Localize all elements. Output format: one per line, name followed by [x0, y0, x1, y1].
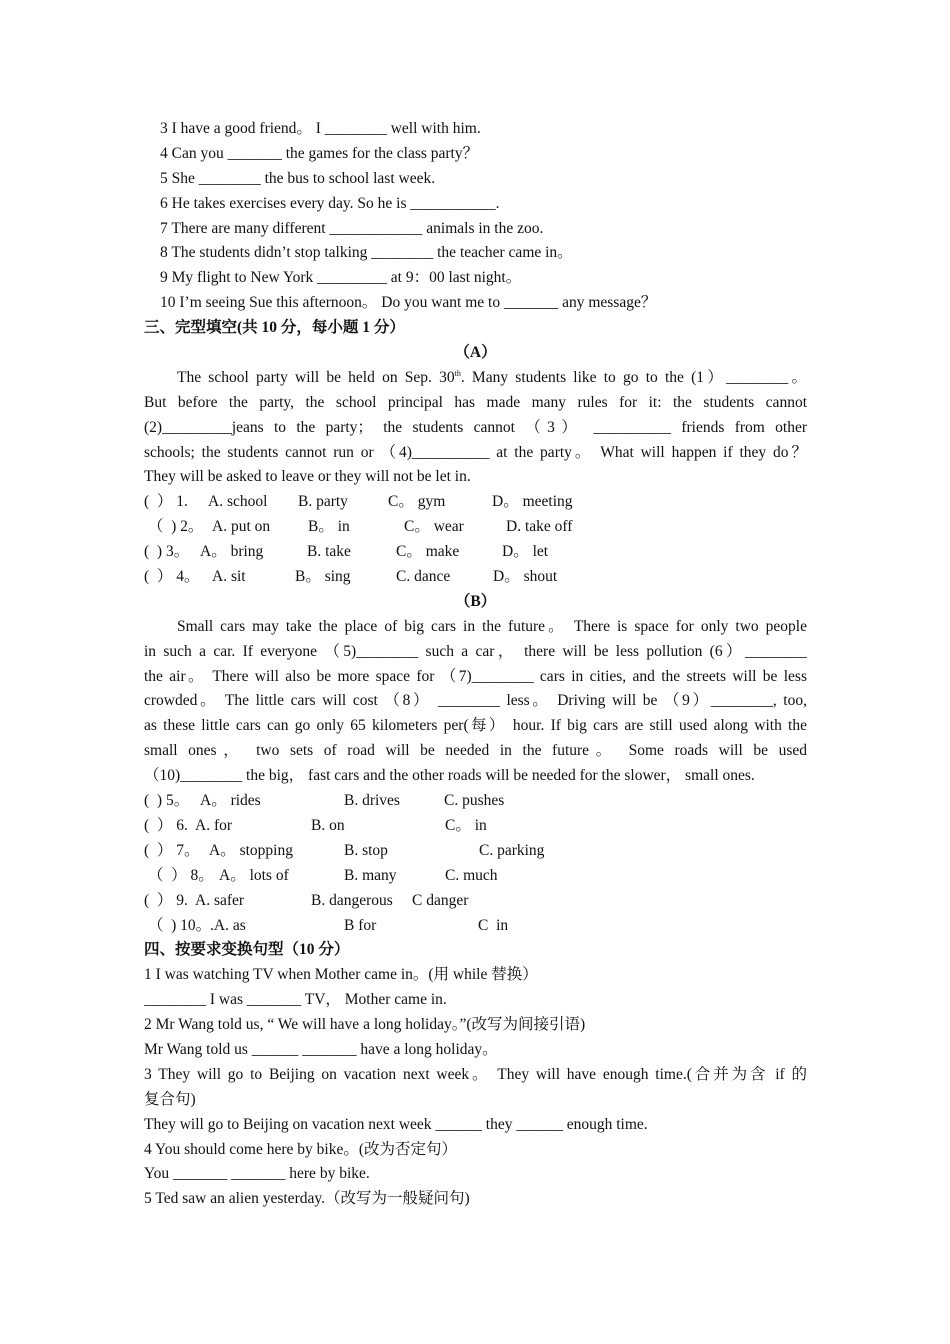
- fill-in-item-4: 4 Can you _______ the games for the class party？: [160, 144, 479, 162]
- passage-b-line-5: as these little cars can go only 65 kilometers per(每） hour. If big cars are still used along with the: [144, 717, 807, 735]
- passage-a-line-5: They will be asked to leave or they will not be let in.: [144, 468, 471, 486]
- option-c: C。 make: [396, 543, 460, 561]
- option-a: A. for: [195, 816, 233, 834]
- option-a: A。 stopping: [209, 841, 293, 859]
- option-a: A. sit: [212, 568, 246, 586]
- question-number: ( ) 5。: [144, 792, 190, 810]
- option-b: B。 sing: [295, 568, 351, 586]
- fill-in-item-8: 8 The students didn’t stop talking ________ the teacher came in。: [160, 244, 573, 262]
- fill-in-item-6: 6 He takes exercises every day. So he is ___________.: [160, 194, 500, 212]
- option-a: A。 lots of: [219, 866, 289, 884]
- transform-item-3: 3 They will go to Beijing on vacation next week。 They will have enough time.(合并为含 if 的: [144, 1065, 807, 1083]
- option-b: B. dangerous: [311, 891, 393, 909]
- passage-b-line-6: small ones， two sets of road will be needed in the future。 Some roads will be used: [144, 742, 807, 760]
- question-number: ( ） 7。: [144, 841, 200, 859]
- transform-item-1: 1 I was watching TV when Mother came in。(用 while 替换）: [144, 966, 538, 984]
- option-b: B。 in: [308, 518, 350, 536]
- question-row-9: [144, 889, 807, 914]
- fill-in-item-10: 10 I’m seeing Sue this afternoon。 Do you want me to _______ any message？: [160, 294, 657, 312]
- option-a: A。 bring: [200, 543, 264, 561]
- transform-answer-1: ________ I was _______ TV， Mother came in.: [144, 991, 447, 1009]
- passage-b-line-1: Small cars may take the place of big cars in the future。 There is space for only two people: [177, 617, 807, 635]
- option-d: D。 meeting: [492, 493, 573, 511]
- question-number: ( ） 6.: [144, 816, 188, 834]
- option-b: B. take: [307, 543, 351, 561]
- question-number: （ ) 10。: [144, 916, 212, 934]
- question-row-1: [144, 490, 807, 515]
- fill-in-item-7: 7 There are many different ____________ animals in the zoo.: [160, 219, 544, 237]
- option-d: D. take off: [506, 518, 573, 536]
- option-b: B. stop: [344, 841, 388, 859]
- question-number: （ ) 2。: [144, 518, 204, 536]
- option-b: B. party: [298, 493, 348, 511]
- option-c: C in: [478, 916, 509, 934]
- question-number: ( ） 9.: [144, 891, 188, 909]
- option-c: C。 gym: [388, 493, 446, 511]
- passage-a-line-2: But before the party, the school principal has made many rules for it: the students cannot: [144, 393, 807, 411]
- transform-item-5: 5 Ted saw an alien yesterday.（改写为一般疑问句): [144, 1190, 470, 1208]
- question-number: （ ） 8。: [144, 866, 214, 884]
- fill-in-item-9: 9 My flight to New York _________ at 9：00 last night。: [160, 269, 522, 287]
- section-3-heading: 三、完型填空(共 10 分，每小题 1 分）: [144, 319, 405, 337]
- option-a: A. safer: [195, 891, 245, 909]
- transform-answer-4: You _______ _______ here by bike.: [144, 1165, 370, 1183]
- question-row-3: [144, 540, 807, 565]
- question-number: ( ） 1.: [144, 493, 188, 511]
- option-a: .A. as: [210, 916, 246, 934]
- option-b: B. drives: [344, 792, 400, 810]
- section-4-heading: 四、按要求变换句型（10 分）: [144, 941, 350, 959]
- option-b: B for: [344, 916, 377, 934]
- passage-a-line-1: The school party will be held on Sep. 30th. Many students like to go to the (1）________。: [177, 368, 807, 386]
- passage-b-line-2: in such a car. If everyone （5)________ such a car， there will be less pollution (6）________: [144, 642, 807, 660]
- option-b: B. many: [344, 866, 397, 884]
- passage-b-label: （B）: [454, 592, 497, 610]
- option-c: C。 in: [445, 816, 487, 834]
- question-row-8: [144, 864, 807, 889]
- option-b: B. on: [311, 816, 345, 834]
- option-c: C. pushes: [444, 792, 505, 810]
- passage-b-line-3: the air。 There will also be more space for （7)________ cars in cities, and the streets will be less: [144, 667, 807, 685]
- question-number: ( ） 4。: [144, 568, 200, 586]
- option-a: A. school: [208, 493, 268, 511]
- option-d: D。 shout: [493, 568, 558, 586]
- option-c: C。 wear: [404, 518, 464, 536]
- transform-item-3-cont: 复合句): [144, 1090, 196, 1108]
- transform-item-4: 4 You should come here by bike。(改为否定句）: [144, 1140, 457, 1158]
- question-number: ( ) 3。: [144, 543, 190, 561]
- option-c: C danger: [412, 891, 469, 909]
- option-c: C. dance: [396, 568, 451, 586]
- transform-item-2: 2 Mr Wang told us, “ We will have a long holiday。”(改写为间接引语): [144, 1016, 586, 1034]
- passage-a-line-4: schools; the students cannot run or （4)__________ at the party。 What will happen if they do？: [144, 443, 807, 461]
- exam-page: [144, 117, 807, 1212]
- option-d: D。 let: [502, 543, 549, 561]
- question-row-7: [144, 839, 807, 864]
- passage-a-label: （A）: [454, 344, 497, 362]
- fill-in-item-5: 5 She ________ the bus to school last week.: [160, 169, 436, 187]
- transform-answer-2: Mr Wang told us ______ _______ have a long holiday。: [144, 1040, 498, 1058]
- question-row-2: [144, 515, 807, 540]
- option-a: A。 rides: [200, 792, 261, 810]
- option-a: A. put on: [212, 518, 271, 536]
- option-c: C. much: [445, 866, 498, 884]
- passage-b-line-4: crowded。 The little cars will cost （8） ________ less。 Driving will be （9）________, too,: [144, 692, 807, 710]
- question-row-5: [144, 789, 807, 814]
- transform-answer-3: They will go to Beijing on vacation next week ______ they ______ enough time.: [144, 1115, 648, 1133]
- question-row-6: [144, 814, 807, 839]
- question-row-10: [144, 914, 807, 939]
- option-c: C. parking: [479, 841, 545, 859]
- fill-in-item-3: 3 I have a good friend。 I ________ well with him.: [160, 120, 481, 137]
- question-row-4: [144, 565, 807, 590]
- passage-b-line-7: （10)________ the big， fast cars and the other roads will be needed for the slower， small ones.: [144, 767, 755, 785]
- passage-a-line-3: (2)_________jeans to the party； the students cannot （3） __________ friends from other: [144, 418, 807, 436]
